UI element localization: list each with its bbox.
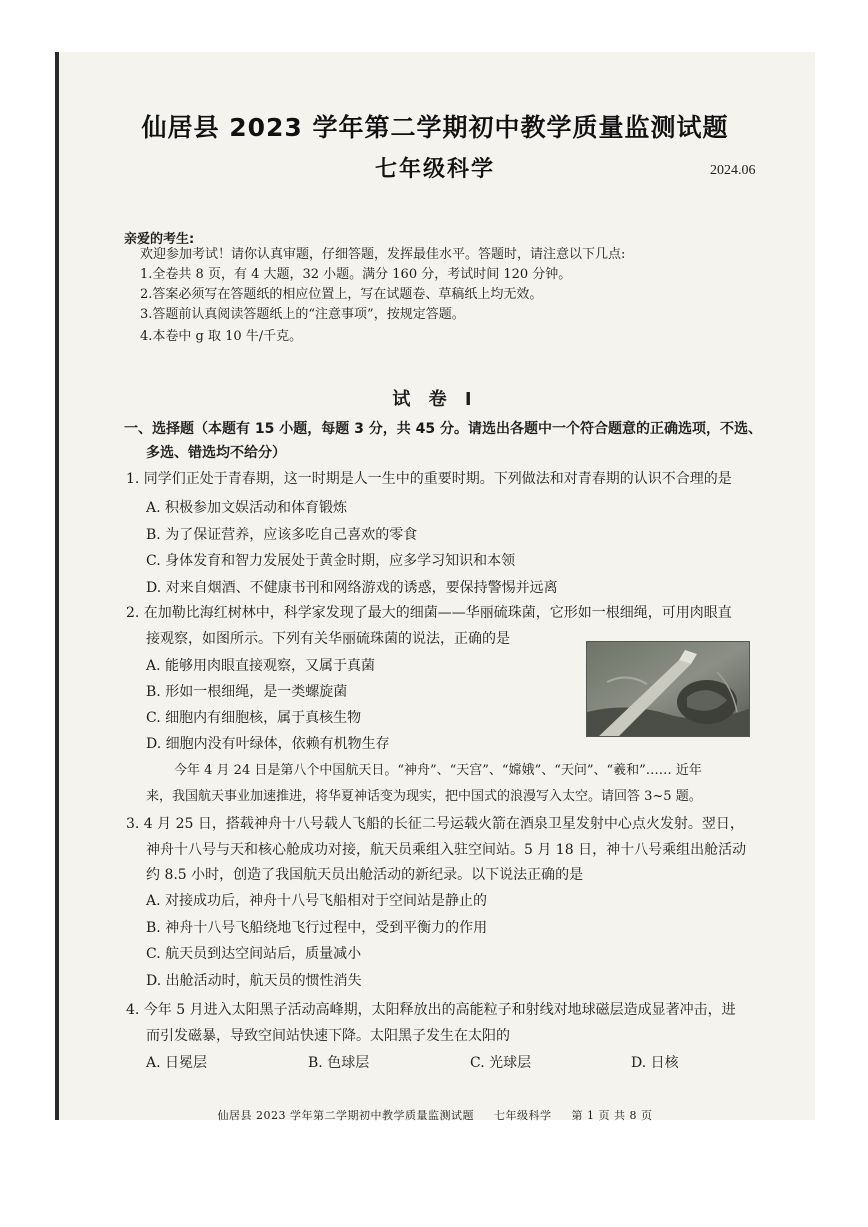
question-3-stem: 3. 4 月 25 日，搭载神舟十八号载人飞船的长征二号运载火箭在酒泉卫星发射中心点火发射。翌日， bbox=[126, 816, 744, 832]
question-4-option-d: D. 日核 bbox=[631, 1055, 679, 1071]
notice-line: 4.本卷中 g 取 10 牛/千克。 bbox=[140, 329, 303, 344]
question-1-stem: 1. 同学们正处于青春期，这一时期是人一生中的重要时期。下列做法和对青春期的认识不合理的是 bbox=[126, 471, 732, 487]
question-2-stem-cont: 接观察，如图所示。下列有关华丽硫珠菌的说法，正确的是 bbox=[146, 631, 510, 647]
question-3-option-c: C. 航天员到达空间站后，质量减小 bbox=[146, 946, 362, 962]
question-1-option-a: A. 积极参加文娱活动和体育锻炼 bbox=[146, 500, 348, 516]
question-3-option-a: A. 对接成功后，神舟十八号飞船相对于空间站是静止的 bbox=[146, 893, 488, 909]
page-footer bbox=[55, 1107, 815, 1123]
question-4-option-c: C. 光球层 bbox=[470, 1055, 532, 1071]
notice-greeting: 亲爱的考生: bbox=[124, 232, 195, 247]
notice-line: 3.答题前认真阅读答题纸上的“注意事项”，按规定答题。 bbox=[140, 307, 465, 322]
question-3-option-b: B. 神舟十八号飞船绕地飞行过程中，受到平衡力的作用 bbox=[146, 920, 488, 936]
exam-subtitle: 七年级科学 bbox=[374, 157, 495, 182]
question-3-stem-cont: 约 8.5 小时，创造了我国航天员出舱活动的新纪录。以下说法正确的是 bbox=[146, 867, 584, 883]
section-heading: 一、选择题（本题有 15 小题，每题 3 分，共 45 分。请选出各题中一个符合题意的正确选项，不选、 bbox=[124, 421, 762, 437]
question-3-stem-cont: 神舟十八号与天和核心舱成功对接，航天员乘组入驻空间站。5 月 18 日，神十八号乘组出舱活动 bbox=[146, 842, 747, 858]
question-3-option-d: D. 出舱活动时，航天员的惯性消失 bbox=[146, 973, 362, 989]
question-2-stem: 2. 在加勒比海红树林中，科学家发现了最大的细菌——华丽硫珠菌，它形如一根细绳，可用肉眼直 bbox=[126, 605, 732, 621]
bacterium-photo bbox=[586, 641, 750, 737]
question-1-option-b: B. 为了保证营养，应该多吃自己喜欢的零食 bbox=[146, 527, 418, 543]
exam-date: 2024.06 bbox=[710, 163, 756, 178]
notice-line: 1.全卷共 8 页，有 4 大题，32 小题。满分 160 分，考试时间 120 分钟。 bbox=[140, 267, 572, 282]
question-2-option-b: B. 形如一根细绳，是一类螺旋菌 bbox=[146, 684, 348, 700]
section-title: 试 卷 Ⅰ bbox=[392, 389, 478, 410]
passage-line: 今年 4 月 24 日是第八个中国航天日。“神舟”、“天宫”、“嫦娥”、“天问”、“羲和”…… 近年 bbox=[174, 763, 702, 778]
footer-page-number: 第 1 页 共 8 页 bbox=[571, 1109, 653, 1122]
question-1-option-c: C. 身体发育和智力发展处于黄金时期，应多学习知识和本领 bbox=[146, 553, 516, 569]
exam-title: 仙居县 2023 学年第二学期初中教学质量监测试题 bbox=[141, 113, 729, 142]
section-heading-cont: 多选、错选均不给分） bbox=[146, 445, 286, 461]
question-2-option-a: A. 能够用肉眼直接观察，又属于真菌 bbox=[146, 658, 376, 674]
question-4-stem: 4. 今年 5 月进入太阳黑子活动高峰期，太阳释放出的高能粒子和射线对地球磁层造成显著冲击，进 bbox=[126, 1002, 736, 1018]
question-4-option-b: B. 色球层 bbox=[308, 1055, 370, 1071]
notice-line: 2.答案必须写在答题纸的相应位置上，写在试题卷、草稿纸上均无效。 bbox=[140, 287, 543, 302]
question-4-stem-cont: 而引发磁暴，导致空间站快速下降。太阳黑子发生在太阳的 bbox=[146, 1028, 510, 1044]
footer-exam-name: 仙居县 2023 学年第二学期初中教学质量监测试题 bbox=[217, 1109, 474, 1122]
notice-line: 欢迎参加考试！请你认真审题，仔细答题，发挥最佳水平。答题时，请注意以下几点: bbox=[140, 247, 626, 262]
question-2-option-c: C. 细胞内有细胞核，属于真核生物 bbox=[146, 710, 362, 726]
passage-line: 来，我国航天事业加速推进，将华夏神话变为现实，把中国式的浪漫写入太空。请回答 3~5 题。 bbox=[146, 789, 702, 804]
question-4-option-a: A. 日冕层 bbox=[146, 1055, 208, 1071]
question-1-option-d: D. 对来自烟酒、不健康书刊和网络游戏的诱惑，要保持警惕并远离 bbox=[146, 580, 558, 596]
footer-subject: 七年级科学 bbox=[494, 1109, 552, 1122]
question-2-option-d: D. 细胞内没有叶绿体，依赖有机物生存 bbox=[146, 736, 390, 752]
